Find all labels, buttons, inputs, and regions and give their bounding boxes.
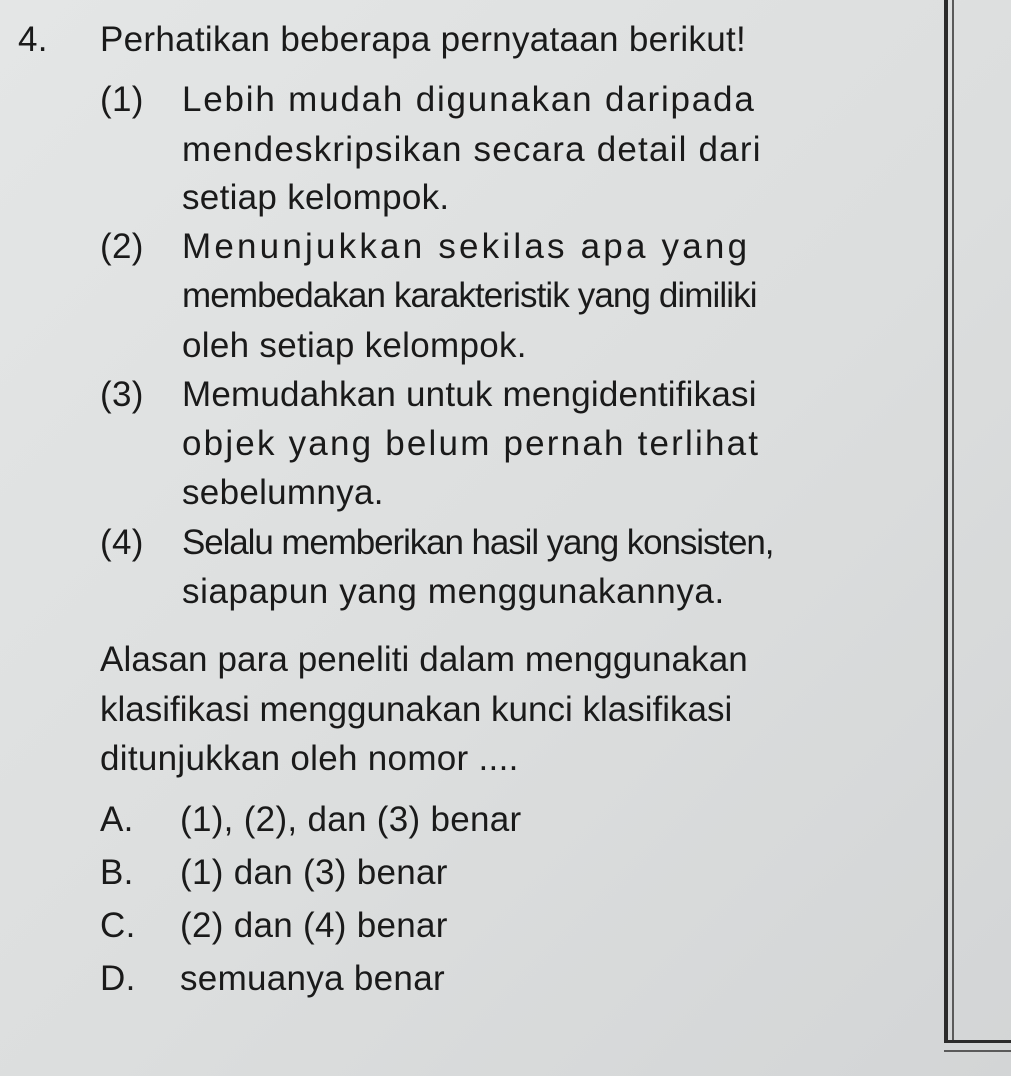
- option-text-a: (1), (2), dan (3) benar: [180, 800, 522, 839]
- statement-2-line-1: Menunjukkan sekilas apa yang: [182, 227, 751, 266]
- statement-4-line-2: siapapun yang menggunakannya.: [182, 572, 725, 611]
- statement-1-line-1: Lebih mudah digunakan daripada: [182, 80, 756, 119]
- page-frame-line-inner: [952, 0, 954, 1040]
- option-letter-d: D.: [100, 959, 136, 998]
- option-letter-a: A.: [100, 800, 134, 839]
- statement-2-line-2: membedakan karakteristik yang dimiliki: [182, 276, 757, 315]
- statement-label-4: (4): [100, 523, 144, 562]
- option-text-d: semuanya benar: [180, 959, 445, 998]
- statement-2-line-3: oleh setiap kelompok.: [182, 326, 527, 365]
- prompt-line-2: klasifikasi menggunakan kunci klasifikasi: [100, 690, 733, 729]
- statement-label-2: (2): [100, 227, 144, 266]
- statement-label-3: (3): [100, 375, 144, 414]
- statement-3-line-3: sebelumnya.: [182, 473, 384, 512]
- statement-3-line-1: Memudahkan untuk mengidentifikasi: [182, 375, 757, 414]
- page-frame-bottom-line: [944, 1040, 1011, 1043]
- page-frame-line: [944, 0, 948, 1040]
- option-letter-c: C.: [100, 906, 136, 945]
- option-text-c: (2) dan (4) benar: [180, 906, 448, 945]
- statement-4-line-1: Selalu memberikan hasil yang konsisten,: [182, 523, 774, 562]
- prompt-line-1: Alasan para peneliti dalam menggunakan: [100, 640, 748, 679]
- statement-1-line-3: setiap kelompok.: [182, 178, 450, 217]
- option-text-b: (1) dan (3) benar: [180, 853, 448, 892]
- statement-1-line-2: mendeskripsikan secara detail dari: [182, 130, 762, 169]
- statement-label-1: (1): [100, 80, 144, 119]
- page-frame-bottom-line-inner: [944, 1050, 1011, 1052]
- option-letter-b: B.: [100, 853, 134, 892]
- statement-3-line-2: objek yang belum pernah terlihat: [182, 424, 761, 463]
- question-intro: Perhatikan beberapa pernyataan berikut!: [100, 20, 747, 59]
- question-number: 4.: [18, 20, 48, 59]
- prompt-line-3: ditunjukkan oleh nomor ....: [100, 739, 519, 778]
